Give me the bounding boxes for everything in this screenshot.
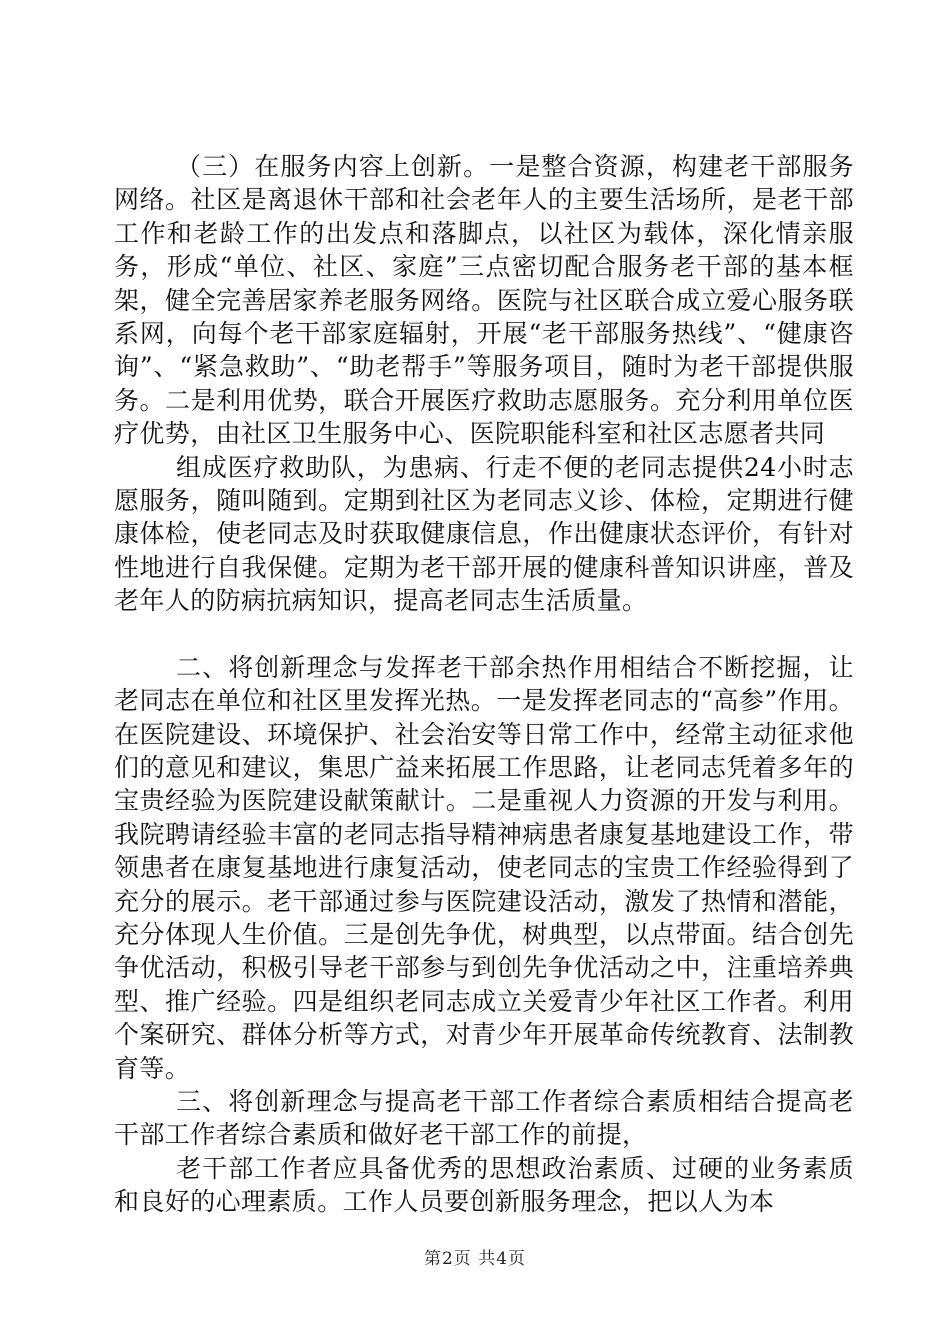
paragraph-section-two: 二、将创新理念与发挥老干部余热作用相结合不断挖掘，让老同志在单位和社区里发挥光热。一是发挥老同志的“高参”作用。在医院建设、环境保护、社会治安等日常工作中，经常主动征求他们的意见和建议，集思广益来拓展工作思路，让老同志凭着多年的宝贵经验为医院建设献策献计。二是重视人力资源的开发与利用。我院聘请经验丰富的老同志指导精神病患者康复基地建设工作，带领患者在康复基地进行康复活动，使老同志的宝贵工作经验得到了充分的展示。老干部通过参与医院建设活动，激发了热情和潜能，充分体现人生价值。三是创先争优，树典型，以点带面。结合创先争优活动，积极引导老干部参与到创先争优活动之中，注重培养典型、推广经验。四是组织老同志成立关爱青少年社区工作者。利用个案研究、群体分析等方式，对青少年开展革命传统教育、法制教育等。 xyxy=(114,652,854,1083)
document-body xyxy=(114,150,854,1219)
paragraph-medical-team: 组成医疗救助队，为患病、行走不便的老同志提供24小时志愿服务，随叫随到。定期到社区为老同志义诊、体检，定期进行健康体检，使老同志及时获取健康信息，作出健康状态评价，有针对性地进行自我保健。定期为老干部开展的健康科普知识讲座，普及老年人的防病抗病知识，提高老同志生活质量。 xyxy=(114,452,854,616)
paragraph-staff-quality: 老干部工作者应具备优秀的思想政治素质、过硬的业务素质和良好的心理素质。工作人员要创新服务理念，把以人为本 xyxy=(114,1153,854,1217)
paragraph-service-content: （三）在服务内容上创新。一是整合资源，构建老干部服务网络。社区是离退休干部和社会老年人的主要生活场所，是老干部工作和老龄工作的出发点和落脚点，以社区为载体，深化情亲服务，形成“单位、社区、家庭”三点密切配合服务老干部的基本框架，健全完善居家养老服务网络。医院与社区联合成立爱心服务联系网，向每个老干部家庭辐射，开展“老干部服务热线”、“健康咨询”、“紧急救助”、“助老帮手”等服务项目，随时为老干部提供服务。二是利用优势，联合开展医疗救助志愿服务。充分利用单位医疗优势，由社区卫生服务中心、医院职能科室和社区志愿者共同 xyxy=(114,152,854,449)
page-number-footer: 第2页 共4页 xyxy=(423,1249,527,1269)
paragraph-section-three: 三、将创新理念与提高老干部工作者综合素质相结合提高老干部工作者综合素质和做好老干部工作的前提， xyxy=(114,1086,854,1150)
paragraph-spacer xyxy=(114,618,854,651)
